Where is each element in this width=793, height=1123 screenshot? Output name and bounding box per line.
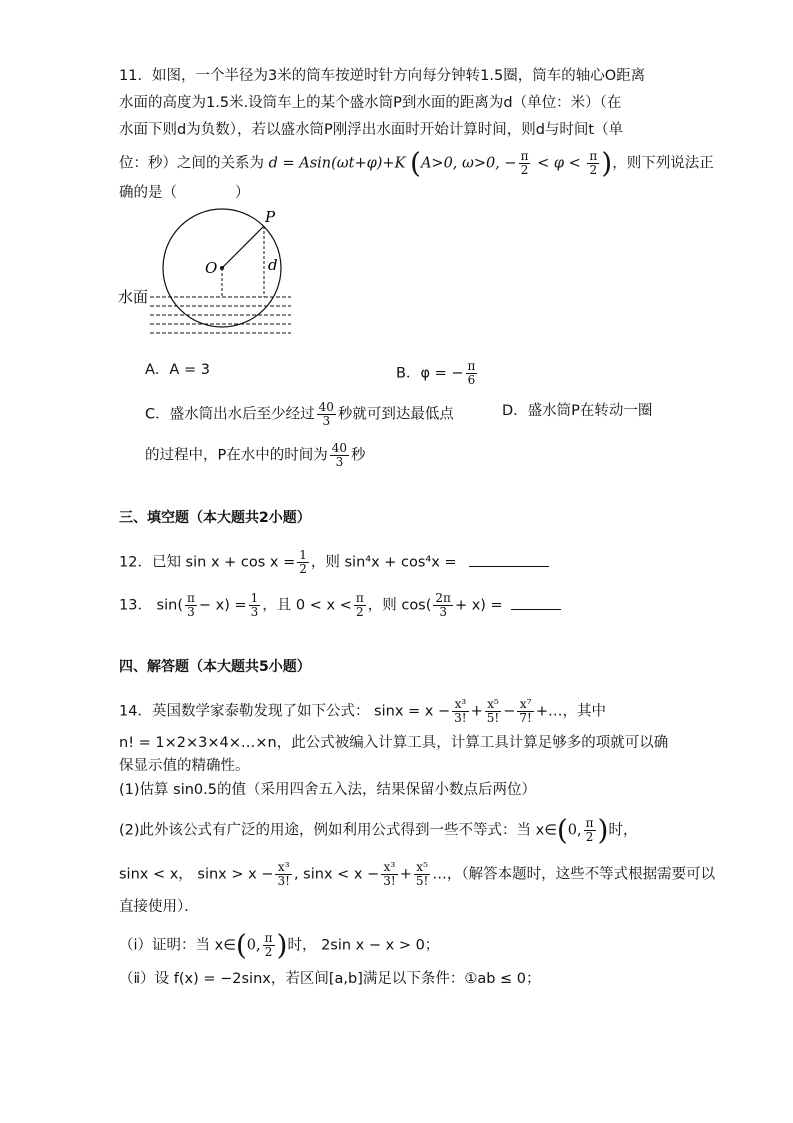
- q14-sub-i: [119, 928, 440, 962]
- fraction: $\frac{\text{x⁵}}{5!}$: [415, 860, 429, 888]
- q13-tail: + x) =: [454, 597, 503, 614]
- section-4-heading: 四、解答题（本大题共5小题）: [119, 659, 311, 675]
- label-P: P: [265, 208, 276, 226]
- q14-line1: 14．英国数学家泰勒发现了如下公式： sinx = x − $\frac{\text{x³}}{3!}$ + $\frac{\text{x⁵}}{5!}$ − $\frac{\text{x⁷}}{7!}$ +…，其中: [119, 697, 606, 725]
- section-3-heading: 三、填空题（本大题共2小题）: [119, 510, 311, 526]
- fraction: $\frac{1}{2}$: [299, 548, 307, 576]
- label-O: O: [205, 259, 218, 277]
- fraction: $\frac{\text{x⁷}}{7!}$: [519, 697, 532, 725]
- q11-line4-text: 位：秒）之间的关系为: [119, 155, 264, 172]
- waterwheel-figure: [115, 205, 295, 340]
- option-c-text: C．盛水筒出水后至少经过: [145, 406, 315, 423]
- fraction: $\frac{\pi}{2}$: [264, 931, 273, 959]
- q11-line1: 11．如图，一个半径为3米的筒车按逆时针方向每分钟转1.5圈，筒车的轴心O距离: [119, 68, 646, 84]
- q13: [119, 592, 561, 619]
- option-c: [145, 401, 454, 428]
- q13-text: 13． sin(: [119, 597, 183, 614]
- paren-left: (: [410, 146, 421, 180]
- label-water: 水面: [118, 288, 149, 306]
- q13-mid2: ，且 0 < x <: [262, 597, 352, 614]
- q14-text-tail: +…，其中: [535, 703, 606, 720]
- fraction: $\frac{\pi}{2}$: [585, 816, 594, 844]
- q11-line2: 水面的高度为1.5米.设筒车上的某个盛水筒P到水面的距离为d（单位：米）（在: [119, 95, 622, 111]
- fraction: $\frac{\pi}{6}$: [467, 359, 476, 387]
- q14-text: 14．英国数学家泰勒发现了如下公式： sinx = x −: [119, 703, 451, 720]
- option-a: A．A = 3: [145, 362, 210, 378]
- fraction: $\frac{\text{x³}}{3!}$: [454, 697, 467, 725]
- fraction: $\frac{2\pi}{3}$: [435, 591, 451, 619]
- paren-left: (: [556, 813, 568, 847]
- answer-blank[interactable]: [469, 552, 549, 567]
- option-c-tail: 秒就可到达最低点: [337, 406, 454, 423]
- q11-line4-tail: ，则下列说法正: [612, 155, 714, 172]
- option-d-line1: D．盛水筒P在转动一圈: [502, 403, 653, 419]
- option-b-text: B．φ = −: [396, 365, 464, 382]
- q14-line2: n! = 1×2×3×4×…×n，此公式被编入计算工具，计算工具计算足够多的项就可以确: [119, 735, 669, 751]
- paren-right: ): [597, 813, 609, 847]
- radius-line: [222, 226, 264, 268]
- fraction: $\frac{1}{3}$: [250, 591, 259, 619]
- paren-right: ): [601, 146, 613, 180]
- sub-i-tail: 时， 2sin x − x > 0；: [287, 937, 440, 954]
- label-d: d: [268, 256, 278, 274]
- q14-direct: 直接使用）．: [119, 899, 199, 915]
- fraction: $\frac{\pi}{3}$: [187, 591, 195, 619]
- fraction: $\frac{40}{3}$: [331, 441, 348, 469]
- q14-part2-text: (2)此外该公式有广泛的用途，例如利用公式得到一些不等式：当 x∈: [119, 822, 557, 839]
- q11-formula: d = Asin(ωt+φ)+K: [268, 155, 406, 172]
- interval-start: 0,: [567, 822, 582, 839]
- ineq-text: sinx < x， sinx > x −: [119, 866, 274, 883]
- interval-start: 0,: [246, 937, 261, 954]
- paren-right: ): [276, 928, 288, 962]
- option-d-tail: 秒: [351, 447, 366, 464]
- option-d-line2: [145, 442, 366, 469]
- q11-line5: 确的是（ ）: [119, 185, 250, 201]
- q13-mid1: − x) =: [198, 597, 247, 614]
- ineq-tail: …，（解答本题时，这些不等式根据需要可以: [432, 866, 716, 883]
- q14-line3: 保显示值的精确性。: [119, 758, 250, 774]
- option-b: [396, 360, 479, 387]
- sub-i-text: （ⅰ）证明：当 x∈: [119, 937, 236, 954]
- fraction: $\frac{\pi}{2}$: [355, 591, 364, 619]
- answer-blank[interactable]: [511, 595, 561, 610]
- q13-mid3: ，则 cos(: [367, 597, 432, 614]
- q12: [119, 549, 549, 576]
- q11-line4: [119, 146, 714, 180]
- fraction: $\frac{\text{x⁵}}{5!}$: [486, 697, 500, 725]
- q11-condition-a: A>0, ω>0, −: [420, 155, 517, 172]
- q14-part2-tail: 时，: [608, 822, 638, 839]
- fraction: $\frac{\pi}{2}$: [589, 149, 598, 177]
- fraction: $\frac{\text{x³}}{3!}$: [277, 860, 290, 888]
- q14-part1: (1)估算 sin0.5的值（采用四舍五入法，结果保留小数点后两位）: [119, 782, 536, 798]
- fraction: $\frac{40}{3}$: [318, 400, 334, 428]
- q12-text: 12．已知 sin x + cos x =: [119, 554, 296, 571]
- q11-condition-mid: < φ <: [532, 155, 586, 172]
- ineq-mid: , sinx < x −: [293, 866, 380, 883]
- fraction: $\frac{\pi}{2}$: [520, 149, 529, 177]
- option-d-text: 的过程中，P在水中的时间为: [145, 447, 328, 464]
- q11-line3: 水面下则d为负数），若以盛水筒P刚浮出水面时开始计算时间，则d与时间t（单: [119, 122, 624, 138]
- q14-sub-ii: （ⅱ）设 f(x) = −2sinx，若区间[a,b]满足以下条件：①ab ≤ 0；: [119, 971, 541, 987]
- fraction: $\frac{\text{x³}}{3!}$: [383, 860, 396, 888]
- q14-inequalities: sinx < x， sinx > x − $\frac{\text{x³}}{3!}$ , sinx < x − $\frac{\text{x³}}{3!}$ + $\frac{\text{x⁵}}{5!}$ …，（解答本题时，这些不等式根据需要可以: [119, 860, 716, 888]
- q12-tail: ，则 sin⁴x + cos⁴x =: [310, 554, 457, 571]
- q14-part2: [119, 813, 638, 847]
- paren-left: (: [235, 928, 247, 962]
